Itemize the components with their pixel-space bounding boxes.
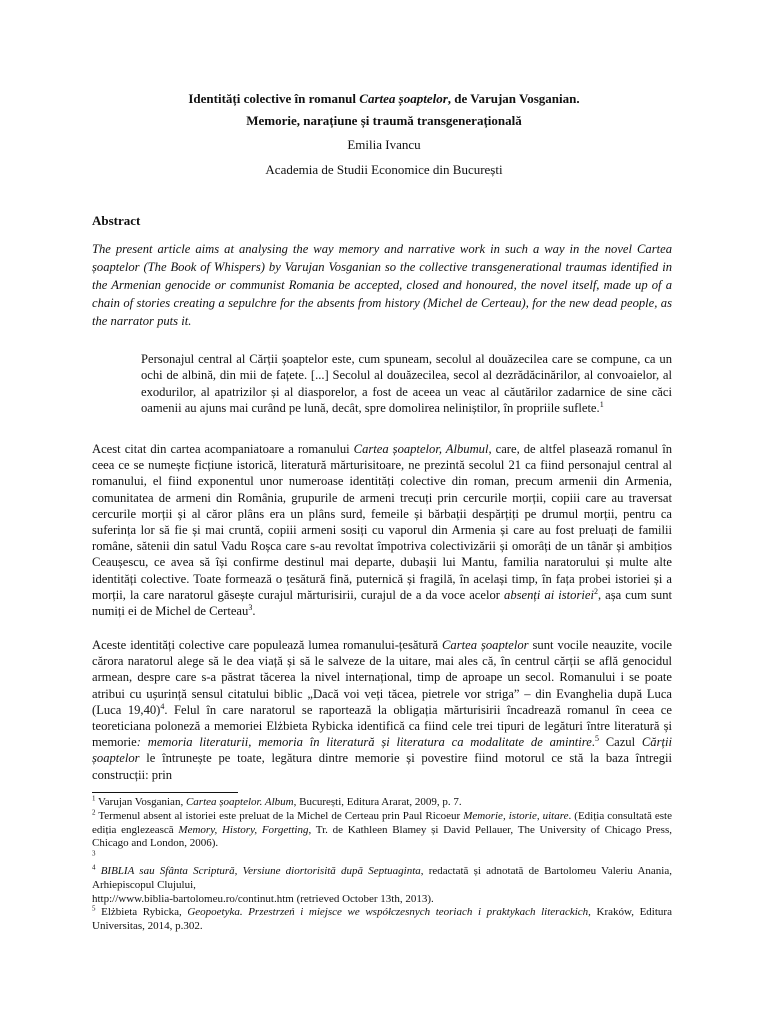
body-paragraph-1: Acest citat din cartea acompaniatoare a romanului Cartea șoaptelor, Albumul, care, de altfel plasează romanul în ceea ce se numește ficțiune istorică, literatură mărturisitoare, ne prezintă secolul 21 ca fiind personajul central al romanului, el fiind exponentul unor numeroase identități colective din roman, precum armenii din Armenia, comunitatea de armeni din România, grupurile de armeni trecuți prin cercurile morții, copiii care au traversat cercurile morții și al căror plâns era un plâns surd, femeile și bărbații despărțiți pe drumul morții, pentru ca suferința lor să fie și mai cruntă, copiii armeni sosiți cu vaporul din Armenia și care au fost preluați de familii române, sătenii din satul Vadu Roșca care s-au revoltat împotriva colectivizării și omorâți de un tânăr și ambițios Ceaușescu, ce avea să își confirme destinul mai departe, dubașii lui Mantu, familia naratorului și multe alte identități colective. Toate formează o țesătură fină, puternică și fragilă, în același timp, în fața probei istoriei și a morții, la care naratorul găsește curajul mărturisirii, curajul de a da voce acelor absenți ai istoriei$^2$, așa cum sunt numiți ei de Michel de Certeau$^3$.: [92, 442, 673, 619]
abstract-text: The present article aims at analysing the way memory and narrative work in such a way in the novel Cartea șoaptelor (The Book of Whispers) by Varujan Vosganian so the collective transgenerational traumas identified in the Armenian genocide or communist Romania be accepted, closed and honoured, the novel itself, made up of a chain of stories creating a sepulchre for the absents from history (Michel de Certeau), for the new dead people, as the narrator puts it.: [92, 242, 672, 328]
footnote-ref[interactable]: 4: [160, 701, 165, 711]
author-affiliation: Academia de Studii Economice din București: [265, 162, 503, 177]
footnote-ref[interactable]: 5: [594, 734, 599, 744]
author-name: Emilia Ivancu: [347, 137, 421, 152]
footnotes: [92, 796, 672, 934]
footnote-ref[interactable]: 2: [593, 586, 598, 596]
article-title: Identități colective în romanul Cartea șoaptelor, de Varujan Vosganian.: [188, 91, 580, 106]
footnote-separator: [92, 792, 238, 793]
footnote-link[interactable]: http://www.biblia-bartolomeu.ro/continut.htm (retrieved October 13th, 2013).: [92, 892, 434, 905]
footnote-ref[interactable]: 1: [599, 399, 604, 409]
footnote-ref[interactable]: 3: [248, 602, 253, 612]
block-quote: Personajul central al Cărții șoaptelor este, cum spuneam, secolul al douăzecilea care se compune, ca un ochi de albină, din mii de fațete. [...] Secolul al douăzecilea, secol al dezrădăcinărilor, al convoaielor, al exodurilor, al apatrizilor și al diasporelor, a fost de aceea un veac al căutărilor zadarnice de sine căci oamenii au ajuns mai curând pe lună, decât, spre domolirea neliniștilor, în propriile suflete.$^1$: [141, 352, 672, 415]
footnote-3: 3: [92, 849, 96, 858]
abstract-heading: Abstract: [92, 213, 141, 228]
footnote-5: $^5$ Elżbieta Rybicka, Geopoetyka. Przestrzeń i miejsce we współczesnych teoriach i praktykach literackich, Kraków, Editura Universitas, 2014, p.302.: [92, 904, 672, 933]
footnote-2: $^2$ Termenul absent al istoriei este preluat de la Michel de Certeau prin Paul Ricoeur Memorie, istorie, uitare. (Ediția consultată este ediția englezească Memory, History, Forgetting, Tr. de Kathleen Blamey și David Pellauer, The University of Chicago Press, Chicago and London, 2006).: [92, 808, 672, 850]
article-subtitle: Memorie, narațiune și traumă transgenerațională: [246, 113, 522, 128]
footnote-1: $^1$ Varujan Vosganian, Cartea șoaptelor. Album, București, Editura Ararat, 2009, p. 7.: [92, 794, 462, 808]
body-paragraph-2: Aceste identități colective care populează lumea romanului-țesătură Cartea șoaptelor sunt vocile neauzite, vocile cărora naratorul alege să le dea viață și să le salveze de la uitare, mai ales că, în centrul cărții se află genocidul armean, despre care s-a păstrat tăcerea la nivel internațional, timp de aproape un secol. Romanului i se poate atribui cu ușurință sensul citatului biblic „Dacă voi veți tăcea, pietrele vor striga” – din Evanghelia după Luca (Luca 19,40)$^4$. Felul în care naratorul se raportează la obligația mărturisirii încadrează romanul în ceea ce teoreticiana poloneză a memoriei Elżbieta Rybicka identifică ca fiind cele trei tipuri de legături între literatură și memorie: memoria literaturii, memoria în literatură și literatura ca modalitate de amintire.$^5$ Cazul Cărții șoaptelor le întrunește pe toate, legătura dintre memorie și povestire fiind motorul ce stă la baza întregii construcții: prin: [92, 638, 672, 782]
footnote-4: $^4$ BIBLIA sau Sfânta Scriptură, Versiune diortorisită după Septuaginta, redactată și adnotată de Bartolomeu Valeriu Anania, Arhiepiscopul Clujului, http://www.biblia-bartolomeu.ro/continut.htm (retrieved October 13th, 2013).: [92, 863, 672, 905]
